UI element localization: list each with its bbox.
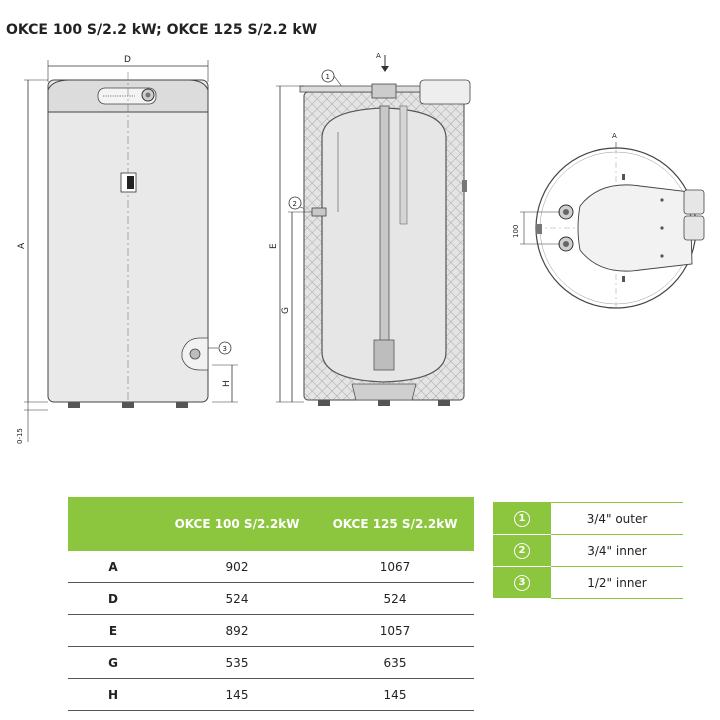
cell-okce-100: 892	[158, 615, 316, 647]
dimensions-table	[68, 497, 474, 711]
arrow-a-label: A	[376, 52, 381, 60]
table-row	[68, 551, 474, 583]
header-corner	[68, 497, 158, 551]
connection-number: 2	[514, 543, 530, 559]
dimensions-table-header	[68, 497, 474, 551]
cell-okce-100: 535	[158, 647, 316, 679]
table-row	[68, 583, 474, 615]
row-label: A	[68, 551, 158, 583]
cell-okce-100: 902	[158, 551, 316, 583]
top-view	[512, 132, 704, 308]
table-row	[68, 615, 474, 647]
dim-label-e: E	[269, 243, 279, 249]
table-row	[68, 679, 474, 711]
top-view-a-label: A	[612, 132, 617, 140]
cell-okce-125: 524	[316, 583, 474, 615]
connection-number-cell	[493, 567, 551, 599]
connection-value: 1/2" inner	[551, 567, 683, 599]
connection-number: 1	[514, 511, 530, 527]
connections-table	[493, 502, 683, 599]
cell-okce-125: 1057	[316, 615, 474, 647]
section-view	[269, 52, 470, 406]
callout-3-label: 3	[222, 345, 227, 353]
page-title: OKCE 100 S/2.2 kW; OKCE 125 S/2.2 kW	[6, 22, 318, 38]
cell-okce-125: 145	[316, 679, 474, 711]
dim-label-offset: 0-15	[16, 428, 24, 444]
dim-label-a: A	[17, 242, 27, 249]
dim-label-h: H	[222, 380, 232, 387]
cell-okce-100: 524	[158, 583, 316, 615]
connection-value: 3/4" inner	[551, 535, 683, 567]
table-row	[493, 503, 683, 535]
callout-2-label: 2	[292, 200, 297, 208]
dim-label-100: 100	[512, 224, 520, 238]
connection-number: 3	[514, 575, 530, 591]
table-row	[68, 647, 474, 679]
connection-number-cell	[493, 503, 551, 535]
header-okce-125: OKCE 125 S/2.2kW	[316, 497, 474, 551]
connection-number-cell	[493, 535, 551, 567]
front-view	[16, 55, 238, 444]
row-label: E	[68, 615, 158, 647]
header-okce-100: OKCE 100 S/2.2kW	[158, 497, 316, 551]
cell-okce-100: 145	[158, 679, 316, 711]
connection-value: 3/4" outer	[551, 503, 683, 535]
dim-label-d: D	[124, 55, 131, 65]
dim-label-g: G	[281, 307, 291, 314]
row-label: D	[68, 583, 158, 615]
table-row	[493, 535, 683, 567]
table-row	[493, 567, 683, 599]
cell-okce-125: 635	[316, 647, 474, 679]
cell-okce-125: 1067	[316, 551, 474, 583]
callout-1-label: 1	[325, 73, 330, 81]
row-label: G	[68, 647, 158, 679]
row-label: H	[68, 679, 158, 711]
